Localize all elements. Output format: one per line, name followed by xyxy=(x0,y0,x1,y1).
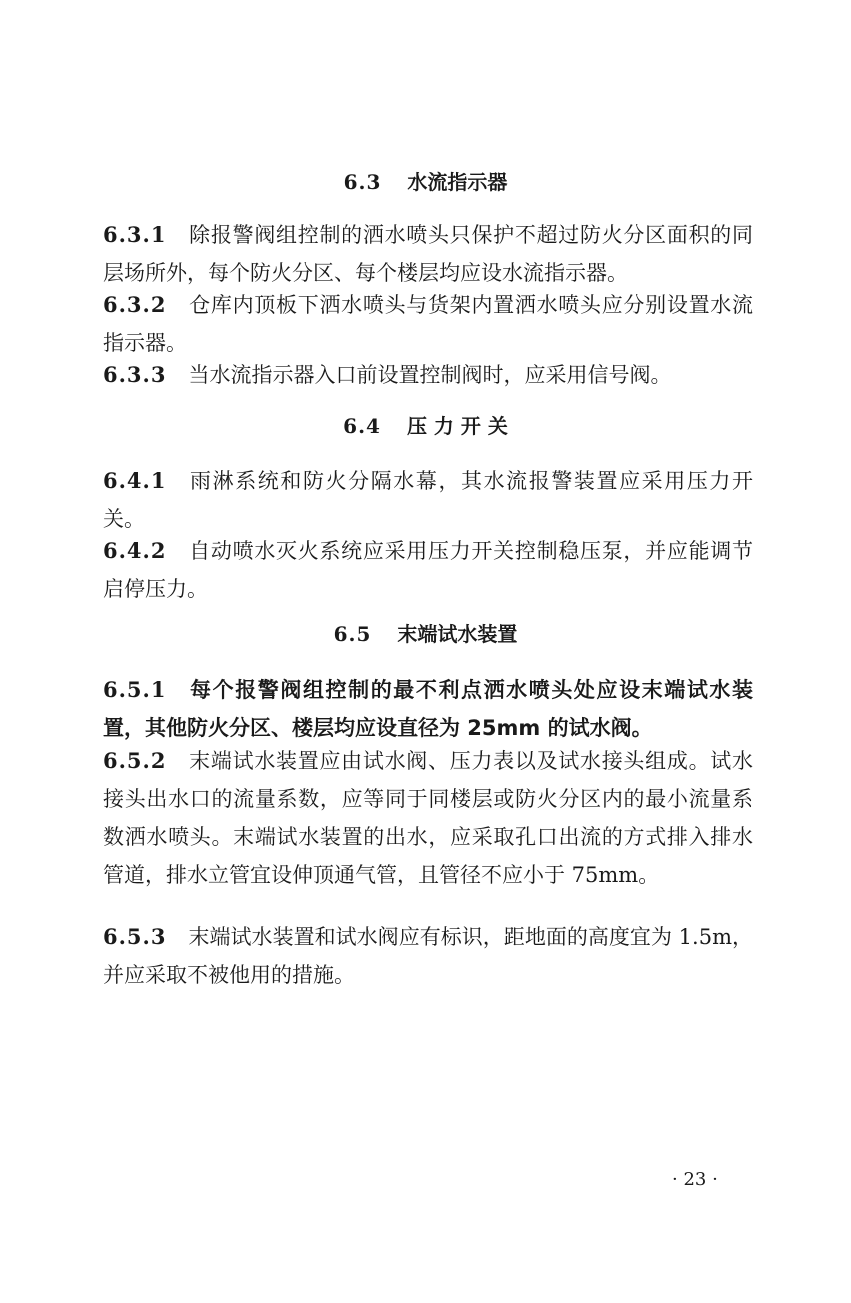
clause-text: 雨淋系统和防火分隔水幕，其水流报警装置应采用压力开关。 xyxy=(103,469,753,531)
section-number: 6.4 xyxy=(343,414,381,438)
clause-text: 末端试水装置应由试水阀、压力表以及试水接头组成。试水接头出水口的流量系数，应等同于同楼层或防火分区内的最小流量系数洒水喷头。末端试水装置的出水，应采取孔口出流的方式排入排水管道，排水立管宜设伸顶通气管，且管径不应小于 75mm。 xyxy=(103,749,753,887)
clause-6-3-1 xyxy=(103,216,753,292)
clause-6-5-3 xyxy=(103,918,753,994)
clause-number: 6.5.3 xyxy=(103,924,167,949)
section-heading-6-5 xyxy=(0,620,851,648)
clause-number: 6.3.1 xyxy=(103,222,167,247)
clause-text: 仓库内顶板下洒水喷头与货架内置洒水喷头应分别设置水流指示器。 xyxy=(103,293,753,355)
section-title: 压 力 开 关 xyxy=(406,414,508,438)
clause-text: 除报警阀组控制的洒水喷头只保护不超过防火分区面积的同层场所外，每个防火分区、每个楼层均应设水流指示器。 xyxy=(103,223,753,285)
clause-6-5-1 xyxy=(103,671,753,747)
section-title: 水流指示器 xyxy=(407,170,508,194)
clause-number: 6.3.2 xyxy=(103,292,167,317)
clause-6-5-2 xyxy=(103,742,753,894)
clause-number: 6.5.1 xyxy=(103,677,167,702)
section-heading-6-4 xyxy=(0,412,851,440)
section-title: 末端试水装置 xyxy=(397,622,518,646)
clause-number: 6.5.2 xyxy=(103,748,167,773)
clause-number: 6.4.1 xyxy=(103,468,167,493)
clause-text: 末端试水装置和试水阀应有标识，距地面的高度宜为 1.5m，并应采取不被他用的措施。 xyxy=(103,925,753,987)
clause-6-3-3 xyxy=(103,356,753,394)
section-heading-6-3 xyxy=(0,168,851,196)
section-number: 6.3 xyxy=(343,170,382,194)
clause-text: 当水流指示器入口前设置控制阀时，应采用信号阀。 xyxy=(188,363,672,387)
clause-text: 每个报警阀组控制的最不利点洒水喷头处应设末端试水装置，其他防火分区、楼层均应设直径为 25mm 的试水阀。 xyxy=(103,678,753,740)
clause-number: 6.4.2 xyxy=(103,538,167,563)
section-number: 6.5 xyxy=(333,622,372,646)
clause-6-4-2 xyxy=(103,532,753,608)
clause-text: 自动喷水灭火系统应采用压力开关控制稳压泵，并应能调节启停压力。 xyxy=(103,539,753,601)
clause-6-3-2 xyxy=(103,286,753,362)
clause-6-4-1 xyxy=(103,462,753,538)
clause-number: 6.3.3 xyxy=(103,362,167,387)
page-number: · 23 · xyxy=(672,1169,718,1190)
